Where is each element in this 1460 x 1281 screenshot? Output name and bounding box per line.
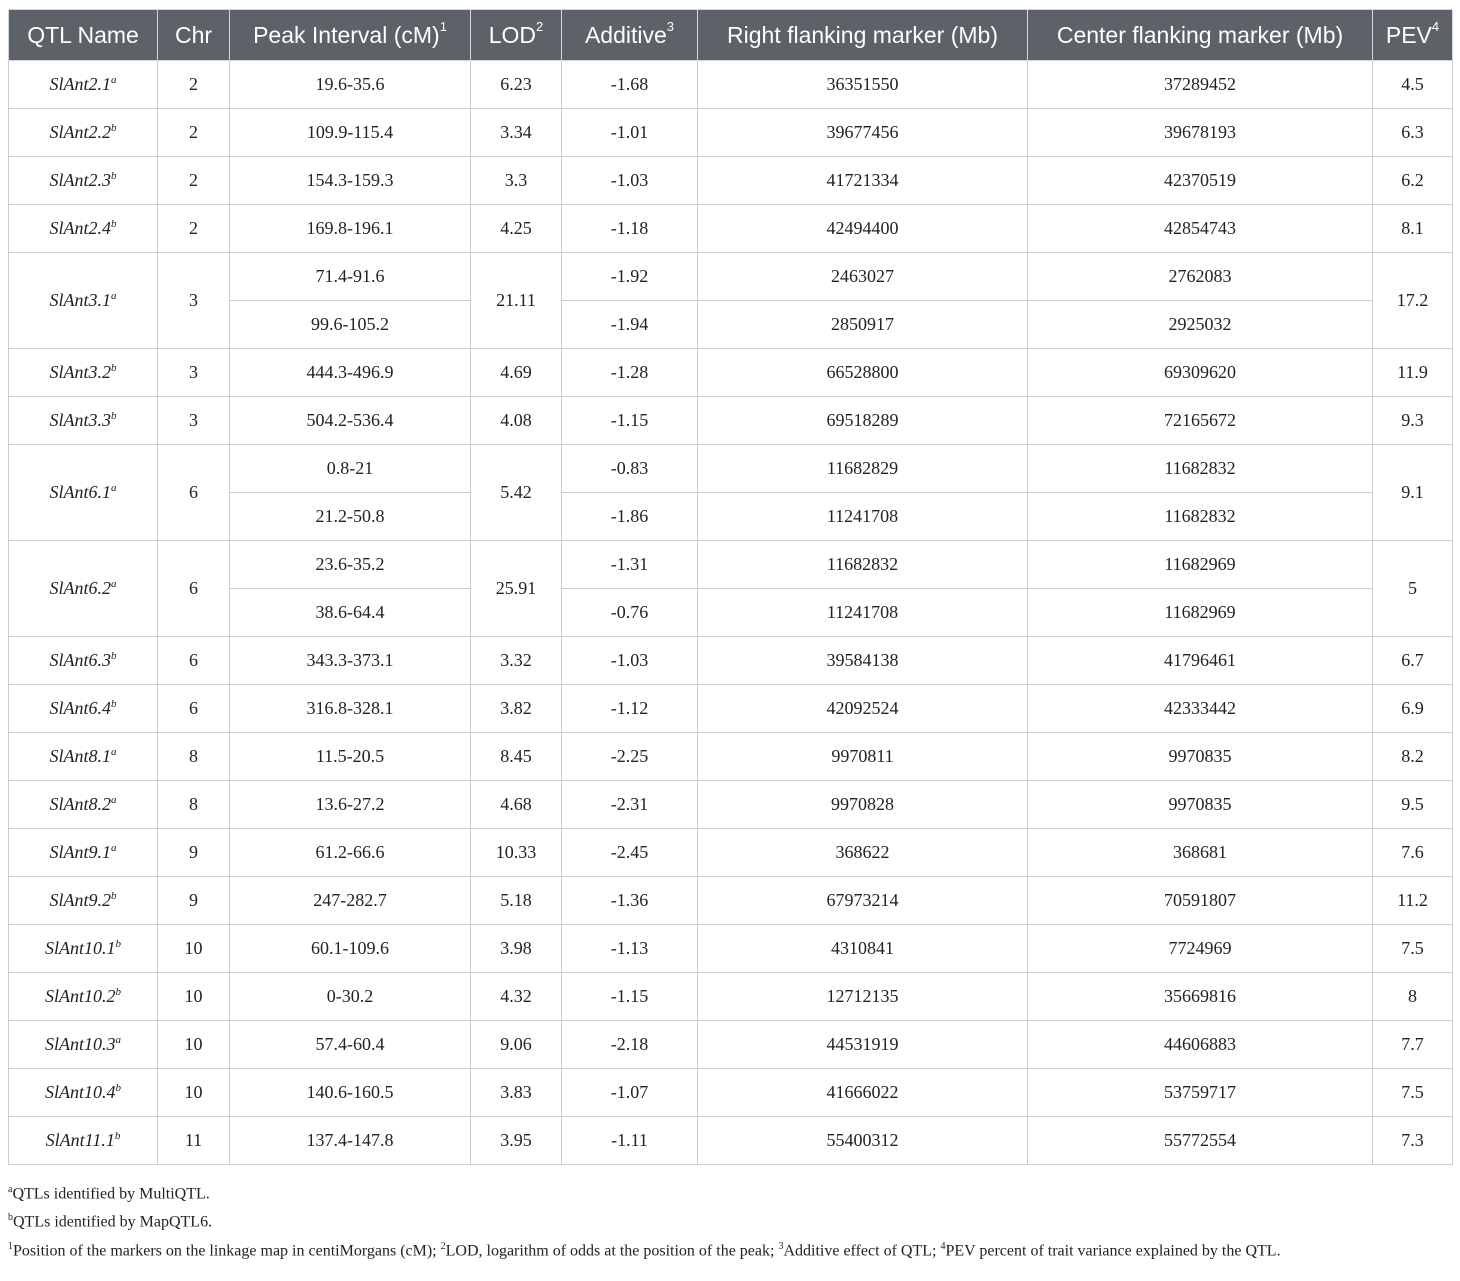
qtl-table-container xyxy=(8,9,1452,1165)
additive-cell: -0.83 xyxy=(562,445,698,493)
lod-cell: 3.82 xyxy=(471,685,562,733)
right-marker-cell: 2463027 xyxy=(698,253,1028,301)
qtl-source-mark: b xyxy=(115,938,121,950)
qtl-name-cell xyxy=(9,781,158,829)
qtl-source-mark: b xyxy=(111,650,117,662)
lod-cell: 4.32 xyxy=(471,973,562,1021)
peak-interval-cell: 60.1-109.6 xyxy=(230,925,471,973)
table-row xyxy=(9,685,1453,733)
chr-cell: 2 xyxy=(158,61,230,109)
qtl-name: SlAnt11.1 xyxy=(45,1130,115,1150)
table-row xyxy=(9,157,1453,205)
right-marker-cell: 9970828 xyxy=(698,781,1028,829)
footnote-1-mark: 1 xyxy=(8,1240,13,1252)
center-marker-cell: 39678193 xyxy=(1028,109,1373,157)
right-marker-cell: 39677456 xyxy=(698,109,1028,157)
qtl-source-mark: a xyxy=(111,794,117,806)
additive-cell: -1.13 xyxy=(562,925,698,973)
qtl-name: SlAnt3.1 xyxy=(49,290,111,310)
column-header-label: PEV xyxy=(1385,21,1432,48)
qtl-source-mark: a xyxy=(111,746,117,758)
qtl-name-cell xyxy=(9,541,158,637)
table-row xyxy=(9,1069,1453,1117)
qtl-name: SlAnt8.2 xyxy=(49,794,111,814)
column-header-label: Chr xyxy=(174,21,213,48)
column-header-sup: 4 xyxy=(1431,18,1440,34)
right-marker-cell: 9970811 xyxy=(698,733,1028,781)
column-header xyxy=(230,10,471,61)
qtl-name: SlAnt2.3 xyxy=(49,170,111,190)
qtl-name: SlAnt9.2 xyxy=(49,890,111,910)
center-marker-cell: 11682969 xyxy=(1028,589,1373,637)
qtl-name-cell xyxy=(9,397,158,445)
qtl-name-cell xyxy=(9,925,158,973)
qtl-name-cell xyxy=(9,109,158,157)
footnote-2-mark: 2 xyxy=(440,1240,446,1252)
chr-cell: 8 xyxy=(158,781,230,829)
right-marker-cell: 41721334 xyxy=(698,157,1028,205)
center-marker-cell: 44606883 xyxy=(1028,1021,1373,1069)
peak-interval-cell: 61.2-66.6 xyxy=(230,829,471,877)
right-marker-cell: 11682829 xyxy=(698,445,1028,493)
right-marker-cell: 55400312 xyxy=(698,1117,1028,1165)
pev-cell: 6.2 xyxy=(1373,157,1453,205)
footnote-a-mark: a xyxy=(8,1184,13,1195)
qtl-source-mark: b xyxy=(114,1130,121,1142)
additive-cell: -1.12 xyxy=(562,685,698,733)
lod-cell: 8.45 xyxy=(471,733,562,781)
column-header xyxy=(9,10,158,61)
peak-interval-cell: 19.6-35.6 xyxy=(230,61,471,109)
chr-cell: 6 xyxy=(158,637,230,685)
footnotes xyxy=(8,1178,1454,1263)
right-marker-cell: 42092524 xyxy=(698,685,1028,733)
right-marker-cell: 66528800 xyxy=(698,349,1028,397)
footnote-3-text: Additive effect of QTL; xyxy=(783,1241,941,1259)
pev-cell: 9.3 xyxy=(1373,397,1453,445)
additive-cell: -1.92 xyxy=(562,253,698,301)
table-row xyxy=(9,973,1453,1021)
footnote-2-text: LOD, logarithm of odds at the position of the peak; xyxy=(445,1241,779,1259)
pev-cell: 7.7 xyxy=(1373,1021,1453,1069)
peak-interval-cell: 71.4-91.6 xyxy=(230,253,471,301)
lod-cell: 6.23 xyxy=(471,61,562,109)
pev-cell: 8.2 xyxy=(1373,733,1453,781)
qtl-name-cell xyxy=(9,61,158,109)
right-marker-cell: 41666022 xyxy=(698,1069,1028,1117)
table-row xyxy=(9,445,1453,493)
right-marker-cell: 11241708 xyxy=(698,589,1028,637)
center-marker-cell: 70591807 xyxy=(1028,877,1373,925)
table-row xyxy=(9,1117,1453,1165)
column-header-label: Center flanking marker (Mb) xyxy=(1056,21,1344,48)
qtl-name: SlAnt10.3 xyxy=(45,1034,116,1054)
chr-cell: 6 xyxy=(158,685,230,733)
right-marker-cell: 11241708 xyxy=(698,493,1028,541)
peak-interval-cell: 316.8-328.1 xyxy=(230,685,471,733)
qtl-source-mark: b xyxy=(111,410,117,422)
table-row xyxy=(9,541,1453,589)
additive-cell: -2.25 xyxy=(562,733,698,781)
chr-cell: 10 xyxy=(158,1021,230,1069)
qtl-name-cell xyxy=(9,1117,158,1165)
right-marker-cell: 12712135 xyxy=(698,973,1028,1021)
qtl-source-mark: b xyxy=(115,1082,121,1094)
additive-cell: -1.15 xyxy=(562,973,698,1021)
center-marker-cell: 9970835 xyxy=(1028,781,1373,829)
center-marker-cell: 9970835 xyxy=(1028,733,1373,781)
column-header xyxy=(1373,10,1453,61)
pev-cell: 7.5 xyxy=(1373,925,1453,973)
chr-cell: 6 xyxy=(158,541,230,637)
qtl-name: SlAnt6.1 xyxy=(49,482,111,502)
footnote-b xyxy=(8,1206,1454,1234)
qtl-source-mark: a xyxy=(111,578,117,590)
qtl-source-mark: b xyxy=(111,122,117,134)
additive-cell: -2.18 xyxy=(562,1021,698,1069)
qtl-name: SlAnt3.2 xyxy=(49,362,111,382)
additive-cell: -1.01 xyxy=(562,109,698,157)
center-marker-cell: 42333442 xyxy=(1028,685,1373,733)
qtl-source-mark: b xyxy=(111,362,117,374)
table-row xyxy=(9,829,1453,877)
right-marker-cell: 368622 xyxy=(698,829,1028,877)
pev-cell: 17.2 xyxy=(1373,253,1453,349)
lod-cell: 3.3 xyxy=(471,157,562,205)
lod-cell: 25.91 xyxy=(471,541,562,637)
chr-cell: 10 xyxy=(158,973,230,1021)
center-marker-cell: 53759717 xyxy=(1028,1069,1373,1117)
qtl-name-cell xyxy=(9,733,158,781)
chr-cell: 6 xyxy=(158,445,230,541)
pev-cell: 7.3 xyxy=(1373,1117,1453,1165)
peak-interval-cell: 38.6-64.4 xyxy=(230,589,471,637)
additive-cell: -1.07 xyxy=(562,1069,698,1117)
table-row xyxy=(9,1021,1453,1069)
qtl-source-mark: b xyxy=(111,218,117,230)
footnote-numbered xyxy=(8,1235,1454,1263)
pev-cell: 6.3 xyxy=(1373,109,1453,157)
qtl-name: SlAnt9.1 xyxy=(49,842,111,862)
chr-cell: 9 xyxy=(158,829,230,877)
qtl-source-mark: a xyxy=(111,290,117,302)
chr-cell: 10 xyxy=(158,925,230,973)
lod-cell: 10.33 xyxy=(471,829,562,877)
center-marker-cell: 35669816 xyxy=(1028,973,1373,1021)
chr-cell: 3 xyxy=(158,253,230,349)
chr-cell: 2 xyxy=(158,109,230,157)
pev-cell: 6.7 xyxy=(1373,637,1453,685)
column-header-label: LOD xyxy=(488,21,537,48)
peak-interval-cell: 57.4-60.4 xyxy=(230,1021,471,1069)
chr-cell: 9 xyxy=(158,877,230,925)
additive-cell: -1.28 xyxy=(562,349,698,397)
column-header xyxy=(562,10,698,61)
table-row xyxy=(9,733,1453,781)
footnote-b-text: QTLs identified by MapQTL6. xyxy=(13,1213,213,1231)
lod-cell: 3.95 xyxy=(471,1117,562,1165)
column-header-sup: 3 xyxy=(666,18,675,34)
pev-cell: 7.5 xyxy=(1373,1069,1453,1117)
peak-interval-cell: 504.2-536.4 xyxy=(230,397,471,445)
table-row xyxy=(9,781,1453,829)
additive-cell: -1.31 xyxy=(562,541,698,589)
lod-cell: 3.83 xyxy=(471,1069,562,1117)
additive-cell: -1.86 xyxy=(562,493,698,541)
pev-cell: 9.5 xyxy=(1373,781,1453,829)
table-row xyxy=(9,877,1453,925)
footnote-4-text: PEV percent of trait variance explained by the QTL. xyxy=(945,1241,1281,1259)
column-header-label: QTL Name xyxy=(27,21,139,48)
lod-cell: 21.11 xyxy=(471,253,562,349)
column-header xyxy=(698,10,1028,61)
qtl-name: SlAnt8.1 xyxy=(49,746,111,766)
column-header xyxy=(158,10,230,61)
qtl-name-cell xyxy=(9,637,158,685)
table-row xyxy=(9,109,1453,157)
qtl-source-mark: b xyxy=(115,986,121,998)
qtl-name-cell xyxy=(9,877,158,925)
peak-interval-cell: 99.6-105.2 xyxy=(230,301,471,349)
peak-interval-cell: 169.8-196.1 xyxy=(230,205,471,253)
right-marker-cell: 69518289 xyxy=(698,397,1028,445)
center-marker-cell: 69309620 xyxy=(1028,349,1373,397)
qtl-name: SlAnt2.1 xyxy=(49,74,111,94)
pev-cell: 11.2 xyxy=(1373,877,1453,925)
lod-cell: 9.06 xyxy=(471,1021,562,1069)
qtl-name-cell xyxy=(9,157,158,205)
peak-interval-cell: 11.5-20.5 xyxy=(230,733,471,781)
peak-interval-cell: 0-30.2 xyxy=(230,973,471,1021)
center-marker-cell: 41796461 xyxy=(1028,637,1373,685)
qtl-name-cell xyxy=(9,1069,158,1117)
column-header-label: Additive xyxy=(584,21,667,48)
chr-cell: 3 xyxy=(158,349,230,397)
right-marker-cell: 39584138 xyxy=(698,637,1028,685)
qtl-name: SlAnt3.3 xyxy=(49,410,111,430)
chr-cell: 2 xyxy=(158,157,230,205)
table-row xyxy=(9,349,1453,397)
additive-cell: -0.76 xyxy=(562,589,698,637)
column-header-label: Right flanking marker (Mb) xyxy=(727,21,998,48)
right-marker-cell: 36351550 xyxy=(698,61,1028,109)
center-marker-cell: 11682832 xyxy=(1028,493,1373,541)
chr-cell: 10 xyxy=(158,1069,230,1117)
qtl-source-mark: b xyxy=(111,890,117,902)
qtl-table xyxy=(8,9,1453,1165)
additive-cell: -1.15 xyxy=(562,397,698,445)
additive-cell: -2.45 xyxy=(562,829,698,877)
qtl-name: SlAnt10.4 xyxy=(45,1082,116,1102)
pev-cell: 8.1 xyxy=(1373,205,1453,253)
qtl-source-mark: b xyxy=(111,698,117,710)
lod-cell: 4.08 xyxy=(471,397,562,445)
qtl-name: SlAnt10.2 xyxy=(45,986,116,1006)
pev-cell: 4.5 xyxy=(1373,61,1453,109)
center-marker-cell: 72165672 xyxy=(1028,397,1373,445)
qtl-name: SlAnt6.3 xyxy=(49,650,111,670)
lod-cell: 5.18 xyxy=(471,877,562,925)
center-marker-cell: 2925032 xyxy=(1028,301,1373,349)
qtl-name: SlAnt2.4 xyxy=(49,218,111,238)
footnote-a xyxy=(8,1178,1454,1206)
table-header xyxy=(9,10,1453,61)
peak-interval-cell: 109.9-115.4 xyxy=(230,109,471,157)
center-marker-cell: 55772554 xyxy=(1028,1117,1373,1165)
qtl-source-mark: b xyxy=(111,170,117,182)
additive-cell: -1.68 xyxy=(562,61,698,109)
additive-cell: -2.31 xyxy=(562,781,698,829)
qtl-name: SlAnt6.2 xyxy=(49,578,111,598)
peak-interval-cell: 140.6-160.5 xyxy=(230,1069,471,1117)
peak-interval-cell: 444.3-496.9 xyxy=(230,349,471,397)
right-marker-cell: 44531919 xyxy=(698,1021,1028,1069)
center-marker-cell: 42370519 xyxy=(1028,157,1373,205)
peak-interval-cell: 247-282.7 xyxy=(230,877,471,925)
column-header xyxy=(471,10,562,61)
right-marker-cell: 4310841 xyxy=(698,925,1028,973)
pev-cell: 11.9 xyxy=(1373,349,1453,397)
footnote-b-mark: b xyxy=(8,1212,13,1224)
center-marker-cell: 11682969 xyxy=(1028,541,1373,589)
footnote-4-mark: 4 xyxy=(940,1240,946,1252)
lod-cell: 3.98 xyxy=(471,925,562,973)
footnote-1-text: Position of the markers on the linkage map in centiMorgans (cM); xyxy=(13,1241,441,1259)
column-header-label: Peak Interval (cM) xyxy=(253,21,440,48)
peak-interval-cell: 21.2-50.8 xyxy=(230,493,471,541)
qtl-name: SlAnt2.2 xyxy=(49,122,111,142)
peak-interval-cell: 23.6-35.2 xyxy=(230,541,471,589)
qtl-source-mark: a xyxy=(111,482,117,494)
center-marker-cell: 7724969 xyxy=(1028,925,1373,973)
center-marker-cell: 368681 xyxy=(1028,829,1373,877)
pev-cell: 6.9 xyxy=(1373,685,1453,733)
center-marker-cell: 11682832 xyxy=(1028,445,1373,493)
additive-cell: -1.36 xyxy=(562,877,698,925)
peak-interval-cell: 13.6-27.2 xyxy=(230,781,471,829)
qtl-name-cell xyxy=(9,973,158,1021)
center-marker-cell: 37289452 xyxy=(1028,61,1373,109)
qtl-name-cell xyxy=(9,349,158,397)
lod-cell: 4.69 xyxy=(471,349,562,397)
right-marker-cell: 67973214 xyxy=(698,877,1028,925)
lod-cell: 4.25 xyxy=(471,205,562,253)
header-row xyxy=(9,10,1453,61)
right-marker-cell: 11682832 xyxy=(698,541,1028,589)
column-header-sup: 2 xyxy=(536,18,544,34)
peak-interval-cell: 0.8-21 xyxy=(230,445,471,493)
qtl-name-cell xyxy=(9,205,158,253)
pev-cell: 8 xyxy=(1373,973,1453,1021)
table-row xyxy=(9,253,1453,301)
pev-cell: 7.6 xyxy=(1373,829,1453,877)
peak-interval-cell: 137.4-147.8 xyxy=(230,1117,471,1165)
chr-cell: 3 xyxy=(158,397,230,445)
right-marker-cell: 42494400 xyxy=(698,205,1028,253)
lod-cell: 3.32 xyxy=(471,637,562,685)
pev-cell: 9.1 xyxy=(1373,445,1453,541)
right-marker-cell: 2850917 xyxy=(698,301,1028,349)
qtl-name-cell xyxy=(9,829,158,877)
chr-cell: 8 xyxy=(158,733,230,781)
table-body xyxy=(9,61,1453,1165)
pev-cell: 5 xyxy=(1373,541,1453,637)
qtl-name-cell xyxy=(9,253,158,349)
table-row xyxy=(9,205,1453,253)
qtl-name-cell xyxy=(9,1021,158,1069)
lod-cell: 4.68 xyxy=(471,781,562,829)
table-row xyxy=(9,61,1453,109)
peak-interval-cell: 343.3-373.1 xyxy=(230,637,471,685)
footnote-3-mark: 3 xyxy=(778,1240,784,1252)
additive-cell: -1.94 xyxy=(562,301,698,349)
table-row xyxy=(9,925,1453,973)
chr-cell: 2 xyxy=(158,205,230,253)
table-row xyxy=(9,397,1453,445)
lod-cell: 3.34 xyxy=(471,109,562,157)
qtl-name-cell xyxy=(9,685,158,733)
additive-cell: -1.11 xyxy=(562,1117,698,1165)
center-marker-cell: 42854743 xyxy=(1028,205,1373,253)
additive-cell: -1.03 xyxy=(562,637,698,685)
column-header xyxy=(1028,10,1373,61)
additive-cell: -1.03 xyxy=(562,157,698,205)
qtl-name: SlAnt6.4 xyxy=(49,698,111,718)
qtl-source-mark: a xyxy=(111,74,117,86)
peak-interval-cell: 154.3-159.3 xyxy=(230,157,471,205)
qtl-name-cell xyxy=(9,445,158,541)
column-header-sup: 1 xyxy=(439,18,447,34)
footnote-a-text: QTLs identified by MultiQTL. xyxy=(12,1185,210,1203)
qtl-name: SlAnt10.1 xyxy=(45,938,116,958)
qtl-source-mark: a xyxy=(111,842,117,854)
lod-cell: 5.42 xyxy=(471,445,562,541)
qtl-source-mark: a xyxy=(115,1034,121,1046)
additive-cell: -1.18 xyxy=(562,205,698,253)
center-marker-cell: 2762083 xyxy=(1028,253,1373,301)
chr-cell: 11 xyxy=(158,1117,230,1165)
table-row xyxy=(9,637,1453,685)
